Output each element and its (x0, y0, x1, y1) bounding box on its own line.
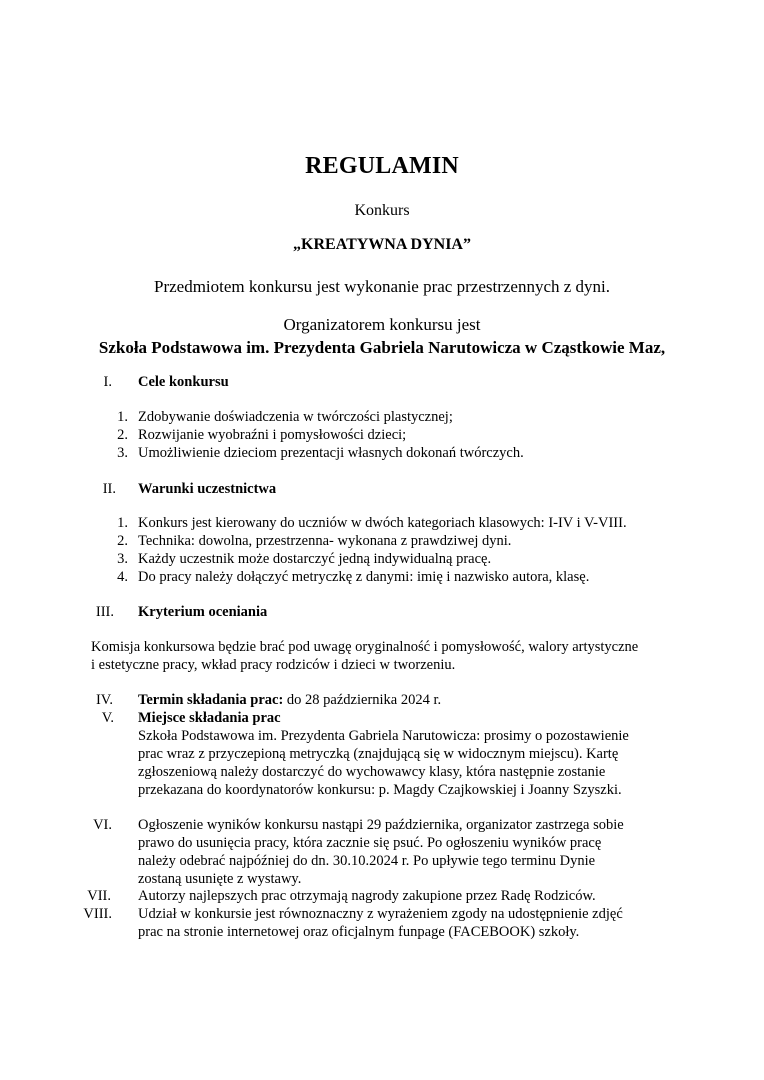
section-heading: Warunki uczestnictwa (138, 481, 277, 497)
list-item: Zdobywanie doświadczenia w twórczości plastycznej; (138, 409, 453, 425)
paragraph-line: Udział w konkursie jest równoznaczny z wyrażeniem zgody na udostępnienie zdjęć (138, 906, 623, 922)
list-item: Do pracy należy dołączyć metryczkę z danymi: imię i nazwisko autora, klasę. (138, 569, 590, 585)
section-number: I. (103, 374, 112, 390)
section-number: V. (101, 710, 114, 726)
contest-name: „KREATYWNA DYNIA” (293, 236, 471, 253)
list-item-number: 1. (117, 409, 128, 425)
section-number: II. (102, 481, 116, 497)
paragraph-line: i estetyczne pracy, wkład pracy rodziców i dzieci w tworzeniu. (91, 657, 456, 673)
section-heading: Cele konkursu (138, 374, 229, 390)
list-item: Technika: dowolna, przestrzenna- wykonana z prawdziwej dyni. (138, 533, 512, 549)
paragraph-line: prac na stronie internetowej oraz oficjalnym funpage (FACEBOOK) szkoły. (138, 924, 580, 940)
paragraph-line: Komisja konkursowa będzie brać pod uwagę oryginalność i pomysłowość, walory artystyczne (91, 639, 639, 655)
paragraph-line: zostaną usunięte z wystawy. (138, 871, 302, 887)
paragraph-line: zgłoszeniową należy dostarczyć do wychowawcy klasy, która następnie zostanie (138, 764, 606, 780)
list-item-number: 3. (117, 445, 128, 461)
section-number: IV. (95, 692, 113, 708)
paragraph-line: przekazana do koordynatorów konkursu: p. Magdy Czajkowskiej i Joanny Szyszki. (138, 782, 622, 798)
list-item: Konkurs jest kierowany do uczniów w dwóch kategoriach klasowych: I-IV i V-VIII. (138, 515, 627, 531)
section-number: VII. (87, 888, 111, 904)
document-title: REGULAMIN (305, 153, 459, 179)
organizer-name: Szkoła Podstawowa im. Prezydenta Gabriela Narutowicza w Cząstkowie Maz, (98, 338, 666, 357)
list-item-number: 4. (117, 569, 128, 585)
deadline-label: Termin składania prac: (138, 692, 284, 708)
deadline-value: do 28 października 2024 r. (283, 692, 442, 708)
paragraph-line: prawo do usunięcia pracy, która zacznie się psuć. Po ogłoszeniu wyników pracę (138, 835, 602, 851)
intro-text: Przedmiotem konkursu jest wykonanie prac przestrzennych z dyni. (153, 277, 611, 296)
paragraph-line: Ogłoszenie wyników konkursu nastąpi 29 października, organizator zastrzega sobie (138, 817, 624, 833)
section-number: VIII. (83, 906, 112, 922)
paragraph-line: prac wraz z przyczepioną metryczką (znajdującą się w widocznym miejscu). Kartę (138, 746, 619, 762)
paragraph-line: należy odebrać najpóźniej do dn. 30.10.2024 r. Po upływie tego terminu Dynie (138, 853, 596, 869)
organizer-label: Organizatorem konkursu jest (283, 315, 481, 334)
list-item-number: 2. (117, 533, 128, 549)
paragraph-line: Szkoła Podstawowa im. Prezydenta Gabriela Narutowicza: prosimy o pozostawienie (138, 728, 629, 744)
section-number: VI. (93, 817, 112, 833)
list-item: Każdy uczestnik może dostarczyć jedną indywidualną pracę. (138, 551, 492, 567)
section-number: III. (95, 604, 114, 620)
list-item-number: 1. (117, 515, 128, 531)
section-heading: Kryterium oceniania (138, 604, 268, 620)
list-item-number: 2. (117, 427, 128, 443)
document-subtitle: Konkurs (354, 202, 410, 219)
deadline-line (138, 692, 441, 709)
list-item-number: 3. (117, 551, 128, 567)
list-item: Rozwijanie wyobraźni i pomysłowości dzieci; (138, 427, 407, 443)
list-item: Umożliwienie dzieciom prezentacji własnych dokonań twórczych. (138, 445, 524, 461)
section-heading: Miejsce składania prac (138, 710, 281, 726)
paragraph-line: Autorzy najlepszych prac otrzymają nagrody zakupione przez Radę Rodziców. (138, 888, 596, 904)
